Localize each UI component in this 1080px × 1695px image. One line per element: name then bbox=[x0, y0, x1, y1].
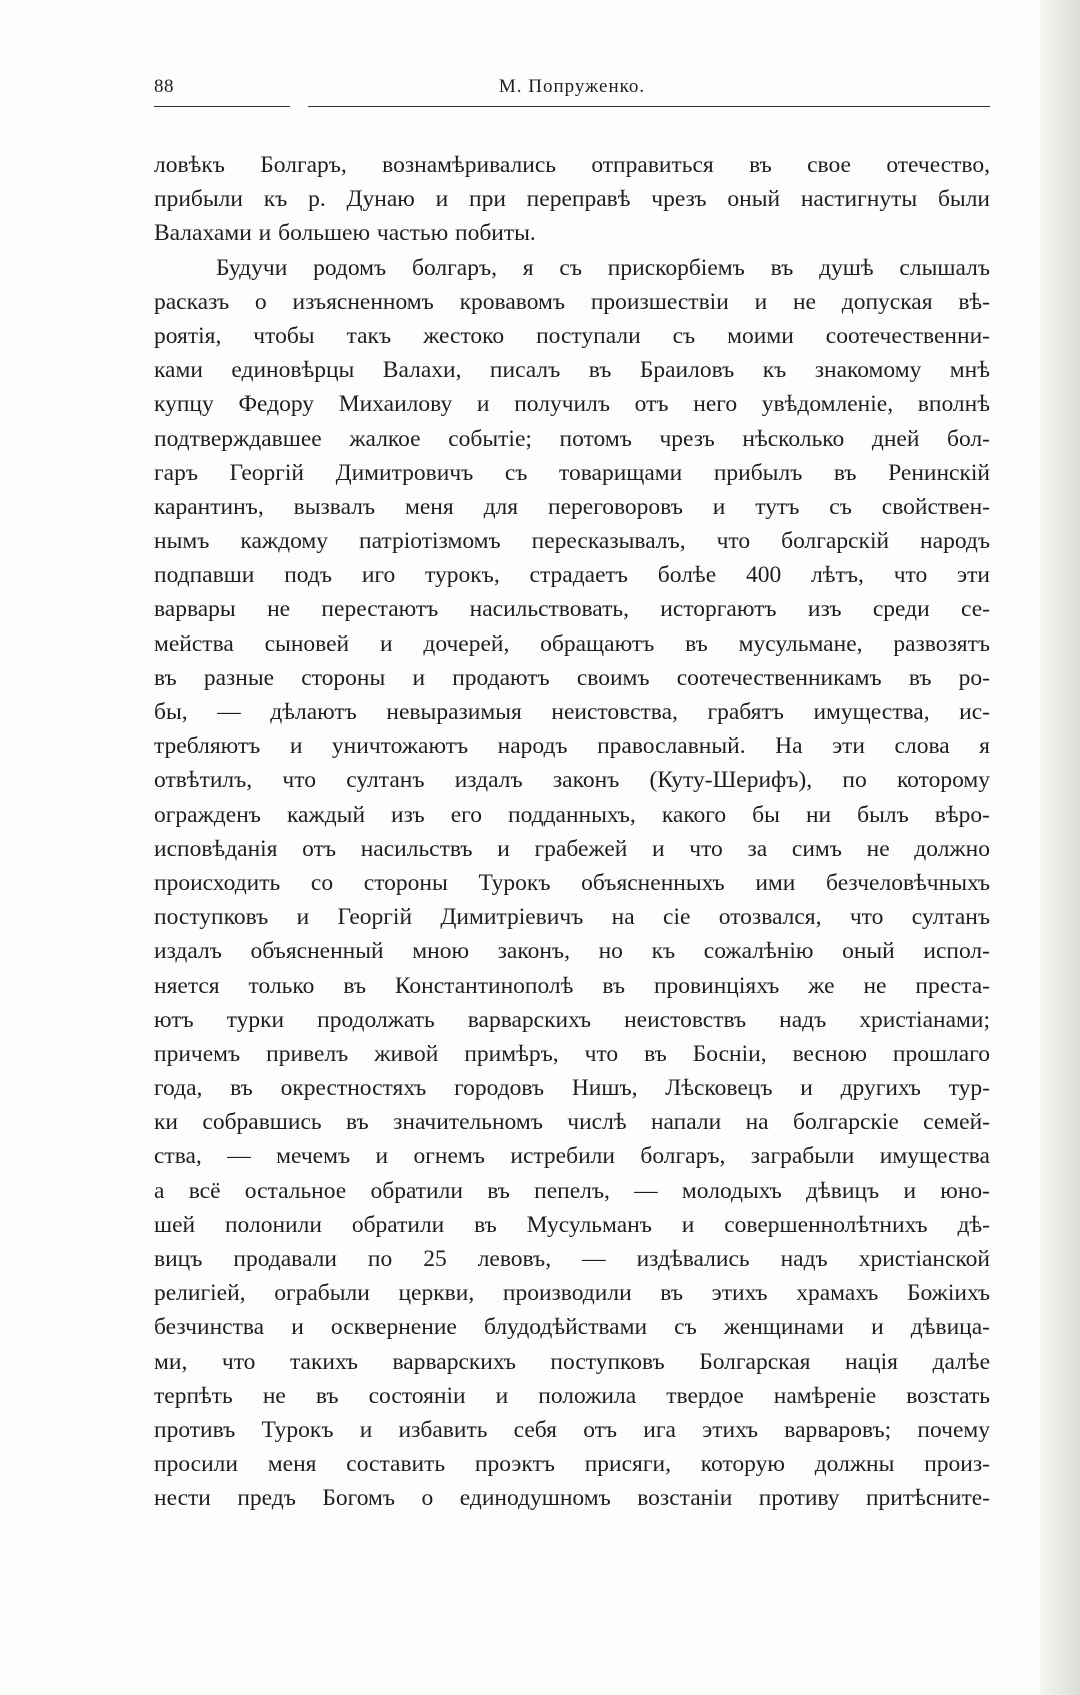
text-line: а всё остальное обратили въ пепелъ, — молодыхъ дѣвицъ и юно- bbox=[154, 1177, 990, 1204]
text-line: расказъ о изъясненномъ кровавомъ произшествіи и не допуская вѣ- bbox=[154, 288, 990, 315]
text-line: шей полонили обратили въ Мусульманъ и совершеннолѣтнихъ дѣ- bbox=[154, 1211, 990, 1238]
text-line: поступковъ и Георгій Димитріевичъ на сіе отозвался, что султанъ bbox=[154, 904, 990, 931]
paragraph-start-line: Будучи родомъ болгаръ, я съ прискорбіемъ въ душѣ слышалъ bbox=[216, 254, 990, 281]
text-line: просили меня составить проэктъ присяги, которую должны произ- bbox=[154, 1451, 990, 1478]
text-line: терпѣть не въ состояніи и положила твердое намѣреніе возстать bbox=[154, 1382, 990, 1409]
text-line: ками единовѣрцы Валахи, писалъ въ Браиловъ къ знакомому мнѣ bbox=[154, 357, 990, 384]
text-line: подпавши подъ иго турокъ, страдаетъ болѣе 400 лѣтъ, что эти bbox=[154, 562, 990, 589]
body-text bbox=[154, 148, 990, 1516]
text-line: издалъ объясненный мною законъ, но къ сожалѣнію оный испол- bbox=[154, 938, 990, 965]
text-line: подтверждавшее жалкое событіе; потомъ чрезъ нѣсколько дней бол- bbox=[154, 425, 990, 452]
text-line: причемъ привелъ живой примѣръ, что въ Босніи, весною прошлаго bbox=[154, 1040, 990, 1067]
page-header bbox=[154, 76, 990, 110]
text-line: безчинства и осквернение блудодѣйствами съ женщинами и дѣвица- bbox=[154, 1314, 990, 1341]
text-line: отвѣтилъ, что султанъ издалъ законъ (Куту-Шерифъ), по которому bbox=[154, 767, 990, 794]
text-line: огражденъ каждый изъ его подданныхъ, какого бы ни былъ вѣро- bbox=[154, 801, 990, 828]
text-line: ки собравшись въ значительномъ числѣ напали на болгарскіе семей- bbox=[154, 1109, 990, 1136]
text-line: гаръ Георгій Димитровичъ съ товарищами прибылъ въ Ренинскій bbox=[154, 459, 990, 486]
text-line: карантинъ, вызвалъ меня для переговоровъ и тутъ съ свойствен- bbox=[154, 493, 990, 520]
text-line: года, въ окрестностяхъ городовъ Нишъ, Лѣсковецъ и другихъ тур- bbox=[154, 1075, 990, 1102]
text-line: ютъ турки продолжать варварскихъ неистовствъ надъ христіанами; bbox=[154, 1006, 990, 1033]
page-edge-shadow bbox=[1040, 0, 1080, 1695]
running-title: М. Попруженко. bbox=[498, 76, 646, 97]
text-line: нымъ каждому патріотізмомъ пересказывалъ, что болгарскій народъ bbox=[154, 528, 990, 555]
header-rule-left bbox=[154, 106, 290, 107]
text-line: няется только въ Константинополѣ въ провинціяхъ же не преста- bbox=[154, 972, 990, 999]
page-number: 88 bbox=[154, 76, 174, 97]
text-line: въ разные стороны и продаютъ своимъ соотечественникамъ въ ро- bbox=[154, 664, 990, 691]
text-line: бы, — дѣлаютъ невыразимыя неистовства, грабятъ имущества, ис- bbox=[154, 699, 990, 725]
text-line: купцу Федору Михаилову и получилъ отъ него увѣдомленіе, вполнѣ bbox=[154, 391, 990, 418]
header-rule-right bbox=[308, 106, 990, 107]
text-line: происходить со стороны Турокъ объясненныхъ ими безчеловѣчныхъ bbox=[154, 869, 990, 896]
text-line: роятія, чтобы такъ жестоко поступали съ моими соотечественни- bbox=[154, 322, 990, 349]
text-line: противъ Турокъ и избавить себя отъ ига этихъ варваровъ; почему bbox=[154, 1416, 990, 1443]
text-line: вицъ продавали по 25 левовъ, — издѣвались надъ христіанской bbox=[154, 1246, 990, 1272]
text-line: ми, что такихъ варварскихъ поступковъ Болгарская нація далѣе bbox=[154, 1348, 990, 1375]
text-line: Валахами и большею частью побиты. bbox=[154, 220, 536, 247]
text-line: ловѣкъ Болгаръ, вознамѣривались отправиться въ свое отечество, bbox=[154, 152, 990, 178]
text-line: ства, — мечемъ и огнемъ истребили болгаръ, заграбыли имущества bbox=[154, 1143, 990, 1170]
text-line: исповѣданія отъ насильствъ и грабежей и что за симъ не должно bbox=[154, 835, 990, 862]
text-line: требляютъ и уничтожаютъ народъ православный. На эти слова я bbox=[154, 733, 990, 760]
text-line: варвары не перестаютъ насильствовать, исторгаютъ изъ среди се- bbox=[154, 596, 990, 623]
text-line: религіей, ограбыли церкви, производили въ этихъ храмахъ Божіихъ bbox=[154, 1280, 990, 1307]
text-line: мейства сыновей и дочерей, обращаютъ въ мусульмане, развозятъ bbox=[154, 630, 990, 657]
text-line: прибыли къ р. Дунаю и при переправѣ чрезъ оный настигнуты были bbox=[154, 186, 990, 213]
text-line: нести предъ Богомъ о единодушномъ возстаніи противу притѣсните- bbox=[154, 1485, 990, 1512]
